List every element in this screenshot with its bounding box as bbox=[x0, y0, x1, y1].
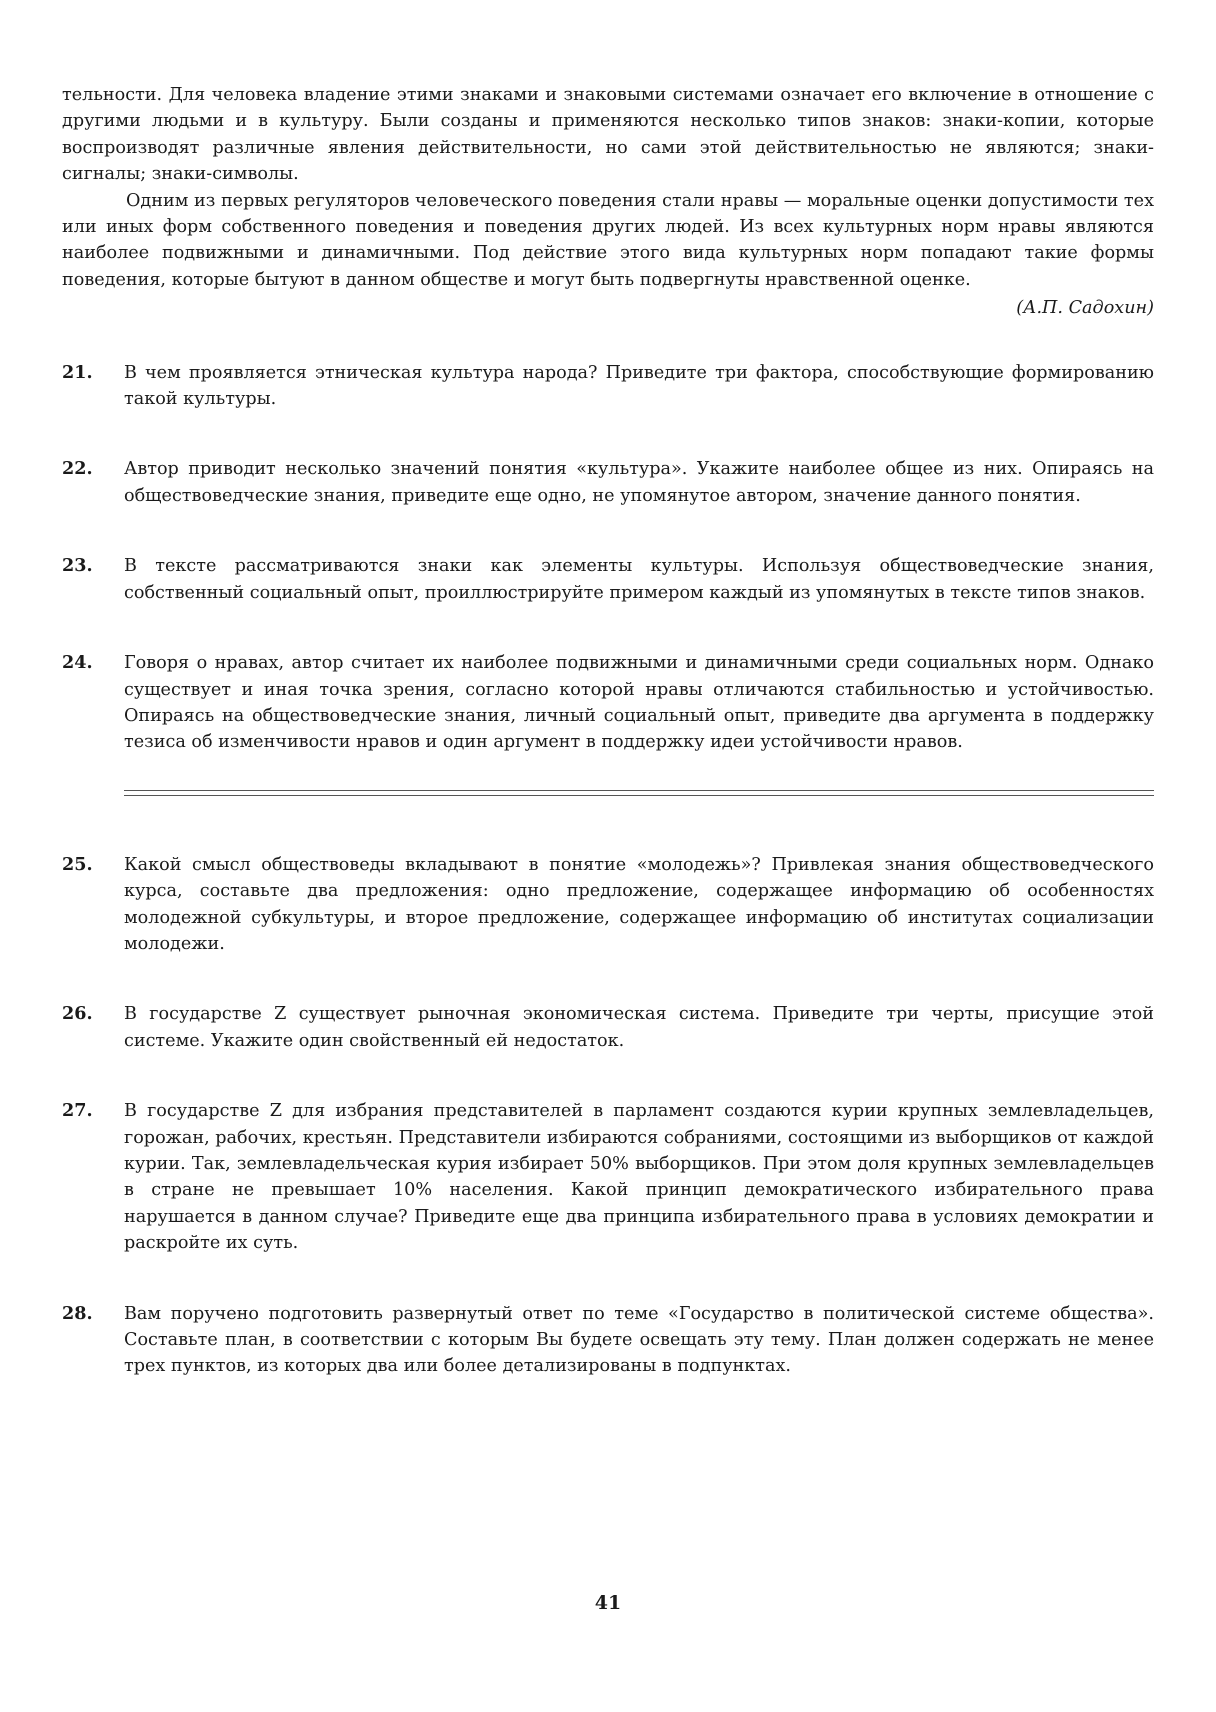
task-number: 26. bbox=[62, 1003, 93, 1025]
task-28 bbox=[62, 1301, 1154, 1380]
task-text: Какой смысл обществоведы вкладывают в понятие «молодежь»? Привлекая знания обществоведческого курса, составьте два предложения: одно предложение, содержащее информацию об особенностях молодежной субкультуры, и второе предложение, содержащее информацию об институтах социализации молодежи. bbox=[124, 854, 1154, 954]
task-text: В тексте рассматриваются знаки как элементы культуры. Используя обществоведческие знания, собственный социальный опыт, проиллюстрируйте примером каждый из упомянутых в тексте типов знаков. bbox=[124, 556, 1154, 603]
task-number: 24. bbox=[62, 652, 93, 674]
task-number: 22. bbox=[62, 458, 93, 480]
task-24 bbox=[62, 650, 1154, 756]
task-text: В чем проявляется этническая культура народа? Приведите три фактора, способствующие формированию такой культуры. bbox=[124, 362, 1154, 410]
task-21 bbox=[62, 360, 1154, 413]
task-number: 23. bbox=[62, 555, 93, 577]
task-text: В государстве Z для избрания представителей в парламент создаются курии крупных землевладельцев, горожан, рабочих, крестьян. Представители избираются собраниями, состоящими из выборщиков от каждой курии. Так, землевладельческая курия избирает 50% выборщиков. При этом доля крупных землевладельцев в стране не превышает 10% населения. Какой принцип демократического избирательного права нарушается в данном случае? Приведите еще два принципа избирательного права в условиях демократии и раскройте их суть. bbox=[124, 1101, 1154, 1254]
section-divider bbox=[124, 790, 1154, 796]
text-paragraph-2: Одним из первых регуляторов человеческого поведения стали нравы — моральные оценки допустимости тех или иных форм собственного поведения и поведения других людей. Из всех культурных норм нравы являются наиболее подвижными и динамичными. Под действие этого вида культурных норм попадают такие формы поведения, которые бытуют в данном обществе и могут быть подвергнуты нравственной оценке. bbox=[62, 190, 1154, 290]
page-number: 41 bbox=[594, 1592, 622, 1614]
task-27 bbox=[62, 1098, 1154, 1256]
task-text: Вам поручено подготовить развернутый ответ по теме «Государство в политической системе общества». Составьте план, в соответствии с которым Вы будете освещать эту тему. План должен содержать не менее трех пунктов, из которых два или более детализированы в подпунктах. bbox=[124, 1303, 1154, 1377]
task-25 bbox=[62, 852, 1154, 958]
task-26 bbox=[62, 1001, 1154, 1054]
task-23 bbox=[62, 553, 1154, 606]
source-attribution: (А.П. Садохин) bbox=[1016, 298, 1154, 319]
task-number: 21. bbox=[62, 361, 93, 383]
task-number: 28. bbox=[62, 1302, 93, 1324]
task-number: 25. bbox=[62, 853, 93, 875]
task-text: В государстве Z существует рыночная экономическая система. Приведите три черты, присущие этой системе. Укажите один свойственный ей недостаток. bbox=[124, 1004, 1154, 1051]
page-content bbox=[62, 82, 1154, 1380]
task-22 bbox=[62, 456, 1154, 509]
task-text: Автор приводит несколько значений понятия «культура». Укажите наиболее общее из них. Опираясь на обществоведческие знания, приведите еще одно, не упомянутое автором, значение данного понятия. bbox=[124, 459, 1154, 506]
task-text: Говоря о нравах, автор считает их наиболее подвижными и динамичными среди социальных норм. Однако существует и иная точка зрения, согласно которой нравы отличаются стабильностью и устойчивостью. Опираясь на обществоведческие знания, личный социальный опыт, приведите два аргумента в поддержку тезиса об изменчивости нравов и один аргумент в поддержку идеи устойчивости нравов. bbox=[124, 653, 1154, 753]
task-number: 27. bbox=[62, 1100, 93, 1122]
text-paragraph-1: тельности. Для человека владение этими знаками и знаковыми системами означает его включение в отношение с другими людьми и в культуру. Были созданы и применяются несколько типов знаков: знаки-копии, которые воспроизводят различные явления действительности, но сами этой действительностью не являются; знаки-сигналы; знаки-символы. bbox=[62, 85, 1154, 185]
